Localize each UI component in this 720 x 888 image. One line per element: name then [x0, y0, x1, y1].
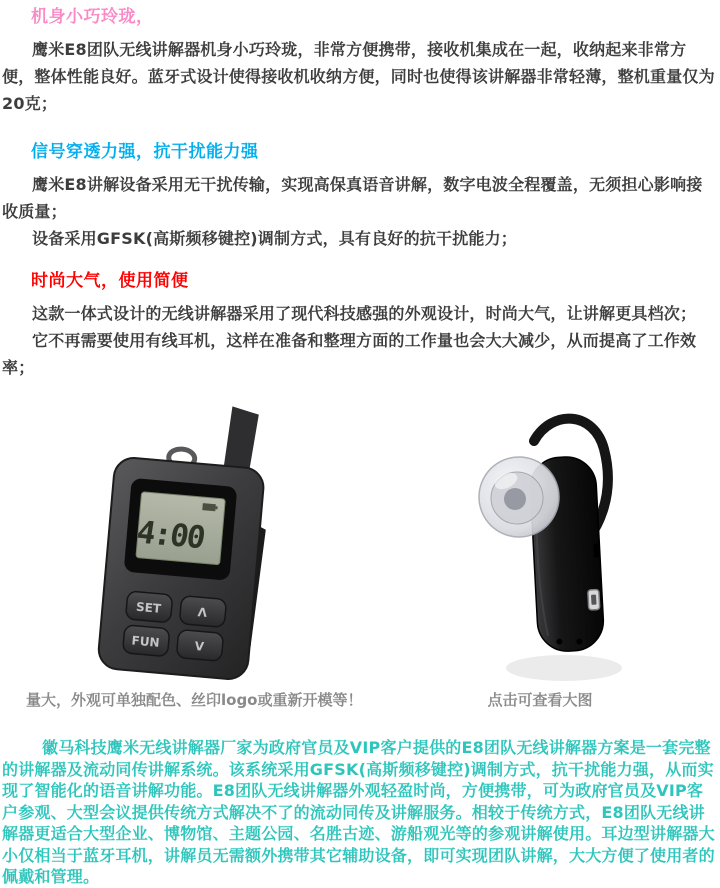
receiver-caption: 量大，外观可单独配色、丝印logo或重新开模等！	[26, 691, 363, 709]
feature-paragraph: 它不再需要使用有线耳机，这样在准备和整理方面的工作量也会大大减少，从而提高了工作效率；	[2, 331, 697, 377]
receiver-product-figure	[0, 397, 375, 687]
feature-section-style	[0, 272, 720, 381]
feature-paragraph: 设备采用GFSK(高斯频移键控)调制方式，具有良好的抗干扰能力；	[32, 229, 518, 248]
side-button	[593, 543, 599, 557]
feature-section-compact-body	[0, 8, 720, 117]
set-button-label: SET	[134, 599, 162, 616]
feature-section-signal	[0, 143, 720, 252]
earpiece-product-image[interactable]	[418, 397, 678, 687]
up-button-label: Λ	[196, 605, 208, 620]
reflection	[506, 655, 622, 681]
silicone-earbud	[479, 457, 559, 537]
earpiece-zoom-link[interactable]: 点击可查看大图	[487, 691, 593, 709]
feature-paragraph: 这款一体式设计的无线讲解器采用了现代科技感强的外观设计，时尚大气，让讲解更具档次；	[32, 304, 697, 323]
down-button-label: V	[193, 638, 205, 654]
footer-paragraph: 徽马科技鹰米无线讲解器厂家为政府官员及VIP客户提供的E8团队无线讲解器方案是一套完整的讲解器及流动同传讲解系统。该系统采用GFSK(高斯频移键控)调制方式，抗干扰能力强，从而实现了智能化的语音讲解功能。E8团队无线讲解器外观轻盈时尚，方便携带，可为政府官员及VIP客户参观、大型会议提供传统方式解决不了的流动同传及讲解服务。相较于传统方式，E8团队无线讲解器更适合大型企业、博物馆、主题公园、名胜古迹、游船观光等的参观讲解使用。耳边型讲解器大小仅相当于蓝牙耳机，讲解员无需额外携带其它辅助设备，即可实现团队讲解，大大方便了使用者的佩戴和管理。	[2, 738, 715, 886]
earpiece-product-figure[interactable]	[375, 397, 720, 687]
fun-button-label: FUN	[130, 633, 160, 650]
lcd-value: 4:00	[133, 514, 206, 557]
feature-paragraph: 鹰米E8团队无线讲解器机身小巧玲珑，非常方便携带，接收机集成在一起，收纳起来非常方便，整体性能良好。蓝牙式设计使得接收机收纳方便，同时也使得该讲解器非常轻薄，整机重量仅为20克；	[2, 40, 715, 113]
feature-heading-style: 时尚大气，使用简便	[31, 271, 189, 291]
product-images-row	[0, 397, 720, 687]
feature-heading-compact: 机身小巧玲珑，	[31, 7, 154, 27]
receiver-product-image	[38, 397, 338, 687]
usb-port	[587, 589, 599, 610]
feature-heading-signal: 信号穿透力强，抗干扰能力强	[31, 142, 259, 162]
captions-row	[0, 689, 720, 711]
feature-paragraph: 鹰米E8讲解设备采用无干扰传输，实现高保真语音讲解，数字电波全程覆盖，无须担心影响接收质量；	[2, 175, 703, 221]
